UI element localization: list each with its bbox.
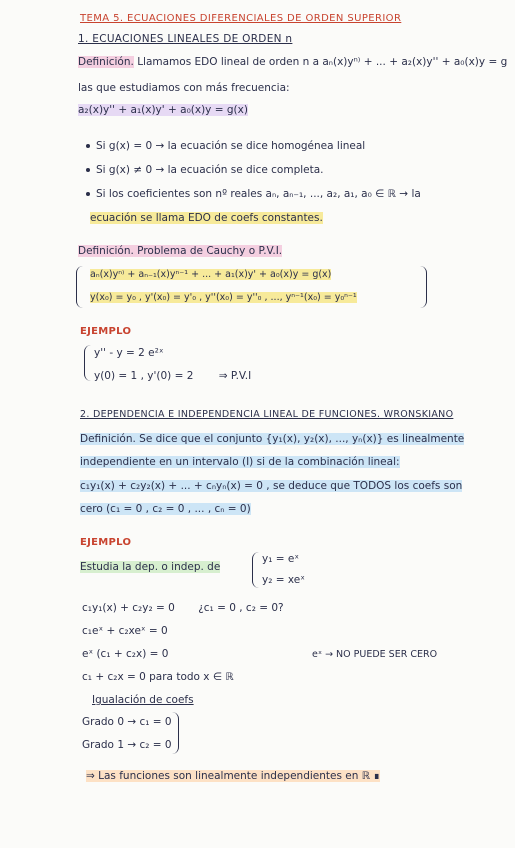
coef-equating-label: Igualación de coefs [92, 694, 194, 706]
step-3-note: eˣ → NO PUEDE SER CERO [312, 649, 438, 660]
definition-2-line1: Definición. Se dice que el conjunto {y₁(x), y₂(x), ..., yₙ(x)} es linealmente [80, 433, 465, 445]
bullet-constant-coefs-cont: ecuación se llama EDO de coefs constantes. [90, 212, 323, 224]
definition-2-line2: independiente en un intervalo (I) si de la combinación lineal: [80, 456, 400, 468]
degree-brace [172, 712, 179, 754]
step-1: c₁y₁(x) + c₂y₂ = 0 ¿c₁ = 0 , c₂ = 0? [82, 602, 284, 614]
cauchy-definition: Definición. Problema de Cauchy o P.V.I. [78, 245, 283, 257]
cauchy-conditions: y(x₀) = y₀ , y'(x₀) = y'₀ , y''(x₀) = y''₀ , ..., yⁿ⁻¹(x₀) = y₀ⁿ⁻¹ [90, 292, 357, 303]
definition-text: Llamamos EDO lineal de orden n a aₙ(x)yⁿ⁾ + ... + a₂(x)y'' + a₀(x)y = g [137, 56, 508, 68]
section-1-heading: 1. ECUACIONES LINEALES DE ORDEN n [78, 33, 293, 45]
example-1-conditions: y(0) = 1 , y'(0) = 2 ⇒ P.V.I [94, 370, 252, 382]
bullet-icon [86, 144, 90, 148]
example-1-eq: y'' - y = 2 e²ˣ [94, 347, 164, 359]
definition-2-line4: cero (c₁ = 0 , c₂ = 0 , ... , cₙ = 0) [80, 503, 251, 515]
conclusion: ⇒ Las funciones son linealmente independientes en ℝ ∎ [86, 770, 381, 782]
definition-1 [78, 56, 507, 69]
bullet-homogeneous: Si g(x) = 0 → la ecuación se dice homogénea lineal [86, 140, 365, 153]
step-4: c₁ + c₂x = 0 para todo x ∈ ℝ [82, 671, 234, 683]
bullet-constant-coefs: Si los coeficientes son nº reales aₙ, aₙ₋₁, ..., a₂, a₁, a₀ ∈ ℝ → la [86, 188, 421, 201]
cauchy-equation: aₙ(x)yⁿ⁾ + aₙ₋₁(x)yⁿ⁻¹ + ... + a₁(x)y' + a₀(x)y = g(x) [90, 269, 332, 280]
example-2-intro: Estudia la dep. o indep. de [80, 561, 221, 573]
bullet-icon [86, 192, 90, 196]
bullet-icon [86, 168, 90, 172]
example-brace [84, 345, 91, 381]
functions-brace [252, 552, 259, 588]
right-brace [420, 266, 427, 308]
example-1-label: EJEMPLO [80, 326, 132, 337]
definition-1-cont: las que estudiamos con más frecuencia: [78, 82, 290, 94]
function-y1: y₁ = eˣ [262, 553, 300, 565]
equation: a₂(x)y'' + a₁(x)y' + a₀(x)y = g(x) [78, 104, 248, 116]
degree-0: Grado 0 → c₁ = 0 [82, 716, 172, 728]
bullet-complete: Si g(x) ≠ 0 → la ecuación se dice completa. [86, 164, 324, 177]
main-equation [78, 104, 248, 117]
step-3: eˣ (c₁ + c₂x) = 0 [82, 648, 169, 660]
page-title: TEMA 5. ECUACIONES DIFERENCIALES DE ORDEN SUPERIOR [80, 13, 402, 24]
function-y2: y₂ = xeˣ [262, 574, 305, 586]
example-2-label: EJEMPLO [80, 537, 132, 548]
definition-label: Definición. [78, 56, 134, 68]
section-2-heading: 2. DEPENDENCIA E INDEPENDENCIA LINEAL DE FUNCIONES. WRONSKIANO [80, 409, 454, 420]
definition-2-line3: c₁y₁(x) + c₂y₂(x) + ... + cₙyₙ(x) = 0 , se deduce que TODOS los coefs son [80, 480, 463, 492]
step-2: c₁eˣ + c₂xeˣ = 0 [82, 625, 168, 637]
left-brace [76, 266, 83, 308]
degree-1: Grado 1 → c₂ = 0 [82, 739, 172, 751]
